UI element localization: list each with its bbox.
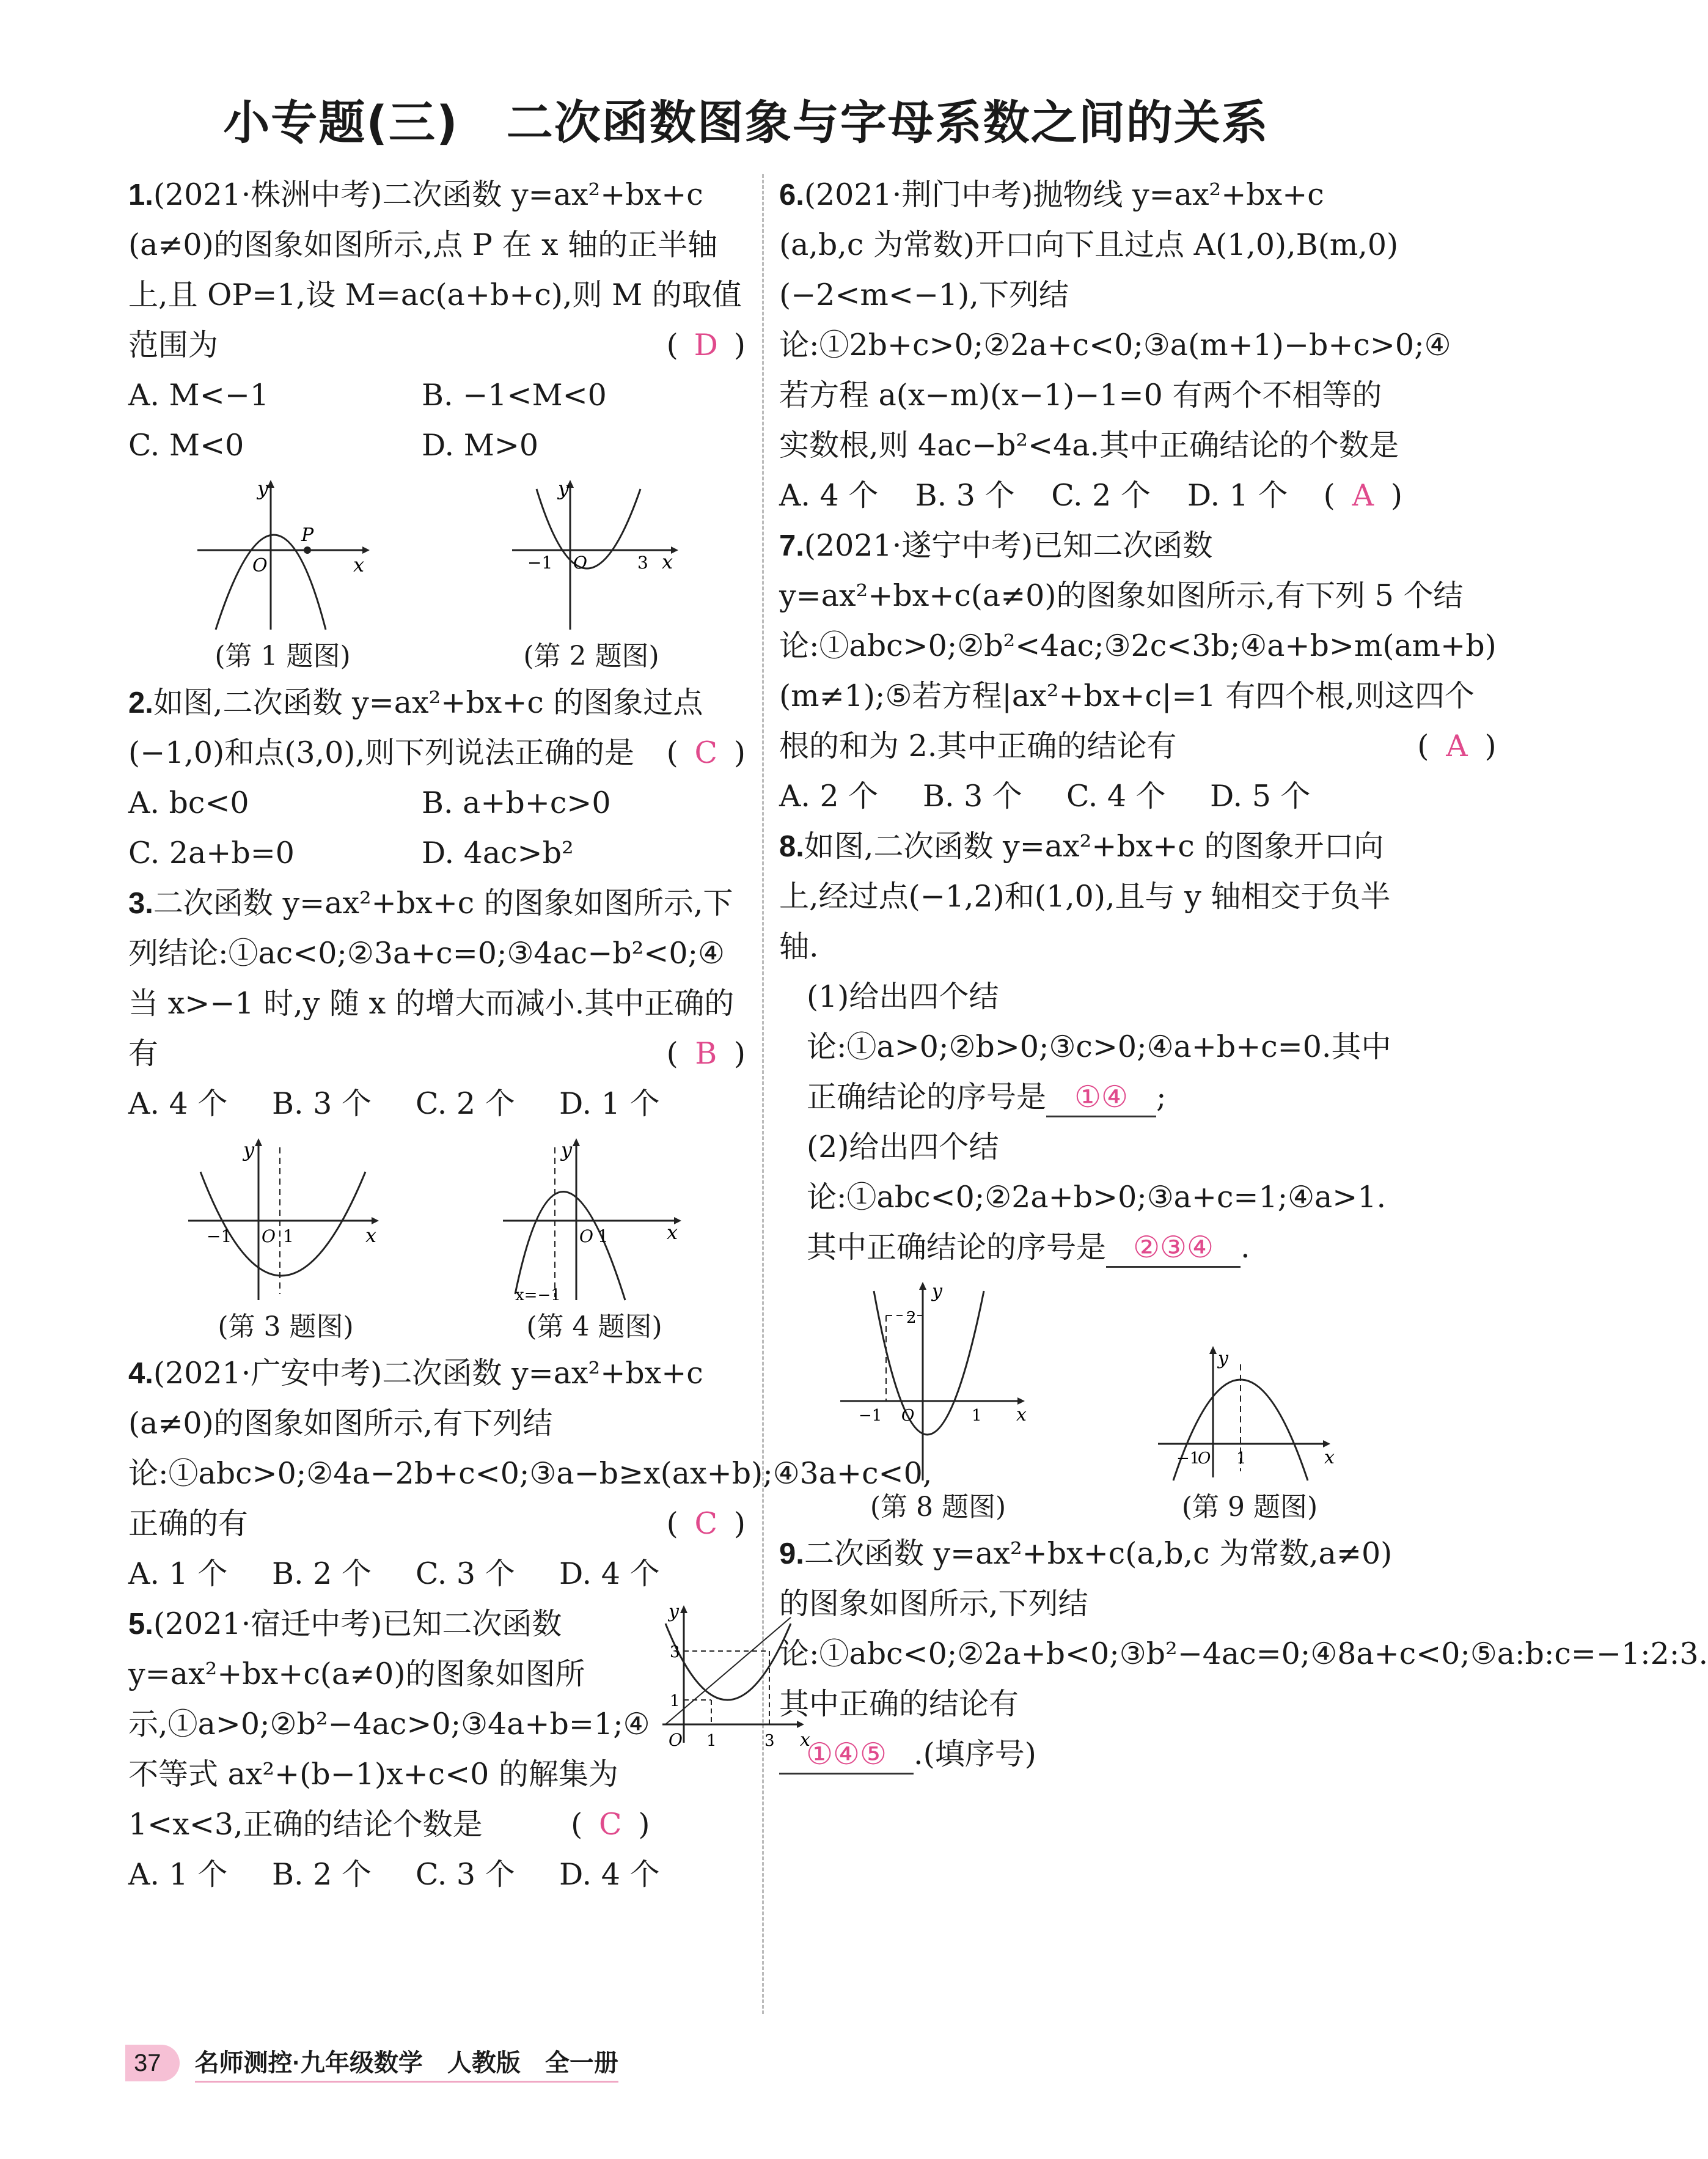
x-label: x — [365, 1224, 376, 1247]
figure-caption: (第 3 题图) — [218, 1311, 354, 1342]
option-d: D. 4 个 — [559, 1857, 660, 1892]
option-a: A. 2 个 — [779, 779, 879, 814]
graph-q4 — [497, 1135, 692, 1306]
y-label: y — [557, 477, 569, 500]
x-label: x — [1324, 1447, 1335, 1468]
y-label: y — [560, 1138, 572, 1161]
figure-q3 — [182, 1135, 390, 1345]
x-one-label: 1 — [706, 1732, 717, 1750]
option-d: D. 5 个 — [1210, 779, 1311, 814]
y-one-label: 1 — [669, 1692, 680, 1710]
option-d: D. 4 个 — [559, 1556, 660, 1591]
question-7: 7.(2021·遂宁中考)已知二次函数 y=ax²+bx+c(a≠0)的图象如图所示,有下列 5 个结论:①abc>0;②b²<4ac;③2c<3b;④a+b>m(am+b)(m≠1);⑤若方程|ax²+bx+c|=1 有四个根,则这四个根的和为 2.其中正确的结论有 ( A ) A. 2 个 B. 3 个 C. 4 个 D. 5 个 — [779, 521, 1402, 822]
graph-q9 — [1152, 1340, 1347, 1487]
two-label: 2 — [906, 1309, 917, 1327]
figure-q8 — [834, 1279, 1042, 1526]
option-c: C. 3 个 — [416, 1556, 515, 1591]
figure-caption: (第 4 题图) — [526, 1311, 662, 1342]
options — [779, 471, 1324, 521]
question-6: 6.(2021·荆门中考)抛物线 y=ax²+bx+c (a,b,c 为常数)开口向下且过点 A(1,0),B(m,0)(−2<m<−1),下列结论:①2b+c>0;②2a+c<0;③a(m+1)−b+c>0;④若方程 a(x−m)(x−1)−1=0 有两个不相等的实数根,则 4ac−b²<4a.其中正确结论的个数是 ( A ) A. 4 个 B. 3 个 C. 2 个 D. 1 个 — [779, 170, 1402, 521]
one-label: 1 — [1236, 1449, 1247, 1468]
origin-label: O — [261, 1226, 276, 1246]
question-text: (2021·荆门中考)抛物线 y=ax²+bx+c (a,b,c 为常数)开口向下且过点 A(1,0),B(m,0)(−2<m<−1),下列结论:①2b+c>0;②2a+c<0;③a(m+1)−b+c>0;④若方程 a(x−m)(x−1)−1=0 有两个不相等的实数根,则 4ac−b²<4a.其中正确结论的个数是 — [779, 177, 1451, 463]
origin-label: O — [901, 1407, 915, 1425]
question-text: (2021·遂宁中考)已知二次函数 y=ax²+bx+c(a≠0)的图象如图所示,有下列 5 个结论:①abc>0;②b²<4ac;③2c<3b;④a+b>m(am+b)(m≠1);⑤若方程|ax²+bx+c|=1 有四个根,则这四个根的和为 2.其中正确的结论有 — [779, 528, 1497, 763]
part-1-answer: ①④ — [1046, 1079, 1156, 1117]
question-text: 如图,二次函数 y=ax²+bx+c 的图象过点(−1,0)和点(3,0),则下列说法正确的是 — [128, 685, 703, 770]
question-number: 2. — [128, 686, 153, 719]
x-three-label: 3 — [764, 1732, 775, 1750]
figures-row-2 — [128, 1135, 746, 1345]
question-text: (2021·宿迁中考)已知二次函数 y=ax²+bx+c(a≠0)的图象如图所示,①a>0;②b²−4ac>0;③4a+b=1;④不等式 ax²+(b−1)x+c<0 的解集为 1<x<3,正确的结论个数是 — [128, 1606, 650, 1842]
question-number: 7. — [779, 529, 804, 562]
footer — [125, 2042, 618, 2084]
option-a: A. bc<0 — [128, 785, 249, 820]
option-b: B. 2 个 — [272, 1857, 372, 1892]
option-d: D. 1 个 — [559, 1086, 660, 1121]
option-b: B. 3 个 — [923, 779, 1022, 814]
right-column — [779, 170, 1708, 1779]
y-label: y — [243, 1138, 254, 1161]
question-9: 9.二次函数 y=ax²+bx+c(a,b,c 为常数,a≠0)的图象如图所示,下列结论:①abc<0;②2a+b<0;③b²−4ac=0;④8a+c<0;⑤a:b:c=−1:2:3.其中正确的结论有 ①④⑤ .(填序号) — [779, 1529, 1402, 1779]
question-4: 4.(2021·广安中考)二次函数 y=ax²+bx+c (a≠0)的图象如图所示,有下列结论:①abc>0;②4a−2b+c<0;③a−b≥x(ax+b);④3a+c<0,正确的有 ( C ) A. 1 个 B. 2 个 C. 3 个 D. 4 个 — [128, 1348, 746, 1599]
axis-label: x=−1 — [515, 1286, 561, 1304]
x-label: x — [661, 550, 673, 573]
answer: A — [1446, 729, 1468, 763]
options — [128, 370, 746, 421]
book-title: 名师测控·九年级数学 人教版 全一册 — [195, 2043, 618, 2083]
y-label: y — [257, 477, 268, 500]
options — [128, 421, 746, 471]
answer: C — [694, 735, 718, 770]
option-a: A. 4 个 — [779, 478, 879, 513]
answer: ①④⑤ — [779, 1736, 914, 1775]
option-a: A. M<−1 — [128, 378, 269, 413]
figures-row-1 — [128, 477, 746, 675]
y-label: y — [668, 1601, 679, 1622]
answer: D — [694, 328, 718, 362]
origin-label: O — [573, 553, 587, 573]
part-2-answer: ②③④ — [1106, 1229, 1241, 1268]
option-b: B. −1<M<0 — [422, 378, 607, 413]
graph-q1 — [191, 477, 375, 636]
question-1: 1.(2021·株洲中考)二次函数 y=ax²+bx+c (a≠0)的图象如图所示,点 P 在 x 轴的正半轴上,且 OP=1,设 M=ac(a+b+c),则 M 的取值范围为 ( D ) A. M<−1 B. −1<M<0 C. M<0 D. M>0 — [128, 170, 746, 471]
option-a: A. 1 个 — [128, 1556, 228, 1591]
figure-caption: (第 9 题图) — [1181, 1491, 1318, 1523]
option-c: C. 2 个 — [1051, 478, 1151, 513]
options — [779, 771, 1402, 822]
option-c: C. 4 个 — [1066, 779, 1166, 814]
option-b: B. 3 个 — [915, 478, 1015, 513]
question-number: 9. — [779, 1537, 804, 1570]
origin-label: O — [252, 555, 268, 576]
option-b: B. 2 个 — [272, 1556, 372, 1591]
figure-caption: (第 8 题图) — [870, 1491, 1006, 1523]
question-text: 二次函数 y=ax²+bx+c 的图象如图所示,下列结论:①ac<0;②3a+c=0;③4ac−b²<0;④当 x>−1 时,y 随 x 的增大而减小.其中正确的有 — [128, 886, 735, 1071]
part-1-text: (1)给出四个结论:①a>0;②b>0;③c>0;④a+b+c=0.其中正确结论的序号是 — [807, 979, 1391, 1114]
option-d: D. M>0 — [422, 428, 539, 463]
one-label: 1 — [972, 1407, 982, 1425]
part-2-text: (2)给出四个结论:①abc<0;②2a+b>0;③a+c=1;④a>1.其中正确结论的序号是 — [807, 1130, 1387, 1265]
x-label: x — [799, 1729, 810, 1751]
question-number: 1. — [128, 178, 153, 211]
origin-label: O — [668, 1730, 683, 1750]
answer: A — [1352, 478, 1374, 513]
one-label: 1 — [597, 1226, 609, 1246]
question-2: 2.如图,二次函数 y=ax²+bx+c 的图象过点(−1,0)和点(3,0),则下列说法正确的是 ( C ) A. bc<0 B. a+b+c>0 C. 2a+b=0 D. 4ac>b² — [128, 678, 746, 878]
option-c: C. M<0 — [128, 428, 244, 463]
y-three-label: 3 — [669, 1643, 680, 1661]
answer: C — [694, 1506, 718, 1541]
answer: C — [599, 1807, 622, 1842]
question-number: 6. — [779, 178, 804, 211]
answer: B — [695, 1036, 717, 1071]
point-p-label: P — [301, 524, 313, 546]
figure-q9 — [1152, 1340, 1347, 1526]
neg-one-label: −1 — [1176, 1449, 1200, 1468]
figure-caption: (第 2 题图) — [523, 641, 659, 672]
origin-label: O — [579, 1226, 593, 1246]
option-b: B. 3 个 — [272, 1086, 372, 1121]
option-c: C. 2a+b=0 — [128, 836, 295, 870]
question-number: 5. — [128, 1608, 153, 1641]
question-3: 3.二次函数 y=ax²+bx+c 的图象如图所示,下列结论:①ac<0;②3a+c=0;③4ac−b²<0;④当 x>−1 时,y 随 x 的增大而减小.其中正确的有 ( B ) A. 4 个 B. 3 个 C. 2 个 D. 1 个 — [128, 878, 746, 1129]
figure-q4 — [497, 1135, 692, 1345]
option-c: C. 2 个 — [416, 1086, 515, 1121]
neg-one-label: −1 — [859, 1407, 882, 1425]
x-label: x — [1016, 1404, 1027, 1425]
three-label: 3 — [637, 553, 648, 573]
figure-caption: (第 1 题图) — [214, 641, 351, 672]
figure-q1 — [191, 477, 375, 675]
question-text: (2021·株洲中考)二次函数 y=ax²+bx+c (a≠0)的图象如图所示,点 P 在 x 轴的正半轴上,且 OP=1,设 M=ac(a+b+c),则 M 的取值范围为 — [128, 177, 742, 362]
figure-q2 — [500, 477, 683, 675]
y-label: y — [1218, 1348, 1228, 1369]
graph-q8 — [834, 1279, 1042, 1487]
question-number: 8. — [779, 830, 804, 863]
question-8: 8.如图,二次函数 y=ax²+bx+c 的图象开口向上,经过点(−1,2)和(1,0),且与 y 轴相交于负半轴. (1)给出四个结论:①a>0;②b>0;③c>0;④a+b+c=0.其中正确结论的序号是 ①④ ; (2)给出四个结论:①abc<0;②2a+b>0;③a+c=1;④a>1.其中正确结论的序号是 ②③④ . — [779, 822, 1402, 1273]
graph-q3 — [182, 1135, 390, 1306]
figures-row-3 — [779, 1279, 1402, 1526]
options — [128, 1079, 746, 1129]
x-label: x — [353, 553, 364, 576]
option-d: D. 4ac>b² — [422, 836, 574, 870]
option-a: A. 4 个 — [128, 1086, 228, 1121]
page-title: 小专题(三) 二次函数图象与字母系数之间的关系 — [223, 95, 1269, 150]
option-d: D. 1 个 — [1187, 478, 1288, 513]
options — [128, 778, 746, 828]
option-c: C. 3 个 — [416, 1857, 515, 1892]
neg-one-label: −1 — [206, 1226, 232, 1246]
question-text: 如图,二次函数 y=ax²+bx+c 的图象开口向上,经过点(−1,2)和(1,0),且与 y 轴相交于负半轴. — [779, 829, 1391, 964]
question-number: 4. — [128, 1357, 153, 1390]
y-label: y — [932, 1281, 942, 1302]
x-label: x — [666, 1221, 678, 1244]
neg-one-label: −1 — [527, 553, 552, 573]
options — [128, 1549, 746, 1599]
question-text: 二次函数 y=ax²+bx+c(a,b,c 为常数,a≠0)的图象如图所示,下列结论:①abc<0;②2a+b<0;③b²−4ac=0;④8a+c<0;⑤a:b:c=−1:2:3.其中正确的结论有 — [779, 1536, 1708, 1721]
origin-label: O — [1198, 1449, 1211, 1468]
option-a: A. 1 个 — [128, 1857, 228, 1892]
option-b: B. a+b+c>0 — [422, 785, 611, 820]
question-text: (2021·广安中考)二次函数 y=ax²+bx+c (a≠0)的图象如图所示,有下列结论:①abc>0;②4a−2b+c<0;③a−b≥x(ax+b);④3a+c<0,正确的有 — [128, 1356, 933, 1541]
page-number: 37 — [125, 2045, 180, 2081]
question-number: 3. — [128, 887, 153, 920]
one-label: 1 — [282, 1226, 294, 1246]
options — [128, 1850, 746, 1900]
options — [128, 828, 746, 878]
graph-q2 — [500, 477, 683, 636]
question-5: 5.(2021·宿迁中考)已知二次函数 y=ax²+bx+c(a≠0)的图象如图所示,①a>0;②b²−4ac>0;③4a+b=1;④不等式 ax²+(b−1)x+c<0 的解集为 1<x<3,正确的结论个数是 ( C ) y x O 1 3 1 3 A. 1 个 B. 2 个 C. 3 个 D. 4 个 — [128, 1599, 746, 1900]
